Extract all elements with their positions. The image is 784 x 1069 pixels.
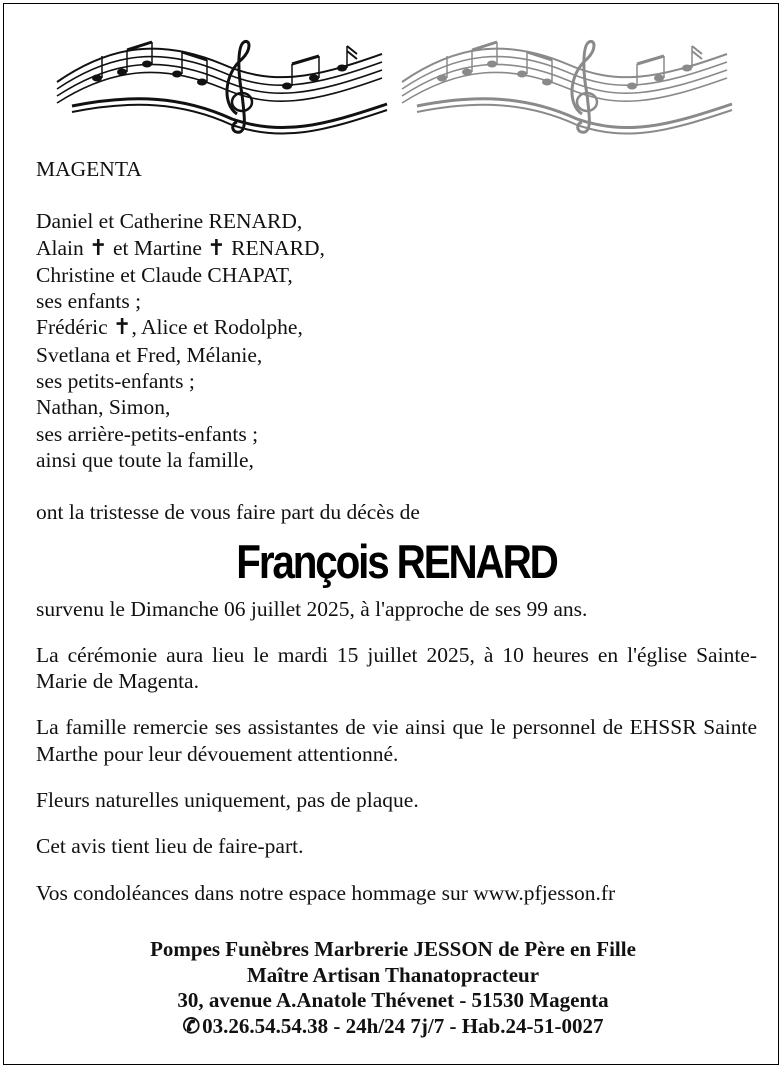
family-line: Nathan, Simon,: [36, 395, 171, 420]
phone-icon: ✆: [182, 1013, 201, 1038]
music-staff-banner: [52, 34, 752, 139]
company-phone: ✆03.26.54.54.38 - 24h/24 7j/7 - Hab.24-51-0027: [182, 1013, 604, 1038]
condolences-note: Vos condoléances dans notre espace hommage sur www.pfjesson.fr: [36, 880, 616, 905]
announcement: ont la tristesse de vous faire part du décès de: [36, 500, 420, 525]
family-line: Daniel et Catherine RENARD,: [36, 209, 303, 234]
family-list: [36, 208, 757, 473]
family-line: Alain ✝ et Martine ✝ RENARD,: [36, 235, 325, 261]
cross-icon: ✝: [207, 235, 226, 261]
thanks-paragraph: La famille remercie ses assistantes de vie ainsi que le personnel de EHSSR Sainte Marthe pour leur dévouement attentionné.: [36, 715, 757, 766]
family-line: ainsi que toute la famille,: [36, 447, 254, 472]
flowers-note: Fleurs naturelles uniquement, pas de plaque.: [36, 788, 419, 813]
company-title: Maître Artisan Thanatopracteur: [246, 962, 540, 987]
family-line: ses petits-enfants ;: [36, 369, 195, 394]
funeral-home-footer: [4, 937, 782, 1039]
location: MAGENTA: [36, 157, 142, 181]
company-address: 30, avenue A.Anatole Thévenet - 51530 Magenta: [177, 988, 609, 1012]
music-staff-icon: [57, 41, 387, 133]
music-staff-icon: [402, 41, 732, 133]
deceased-name: François RENARD: [236, 534, 557, 588]
family-line: ses arrière-petits-enfants ;: [36, 421, 259, 446]
cross-icon: ✝: [89, 235, 108, 261]
family-line: Svetlana et Fred, Mélanie,: [36, 342, 263, 367]
family-line: Frédéric ✝, Alice et Rodolphe,: [36, 315, 303, 341]
death-info: survenu le Dimanche 06 juillet 2025, à l'approche de ses 99 ans.: [36, 596, 588, 621]
ceremony-info: La cérémonie aura lieu le mardi 15 juillet 2025, à 10 heures en l'église Sainte-Marie de Magenta.: [36, 642, 757, 694]
family-line: ses enfants ;: [36, 289, 142, 314]
notice-body: [36, 156, 757, 906]
company-name: Pompes Funèbres Marbrerie JESSON de Père en Fille: [150, 937, 636, 961]
family-line: Christine et Claude CHAPAT,: [36, 262, 293, 287]
cross-icon: ✝: [113, 315, 132, 341]
notice-note: Cet avis tient lieu de faire-part.: [36, 834, 304, 859]
obituary-notice: [3, 3, 779, 1065]
